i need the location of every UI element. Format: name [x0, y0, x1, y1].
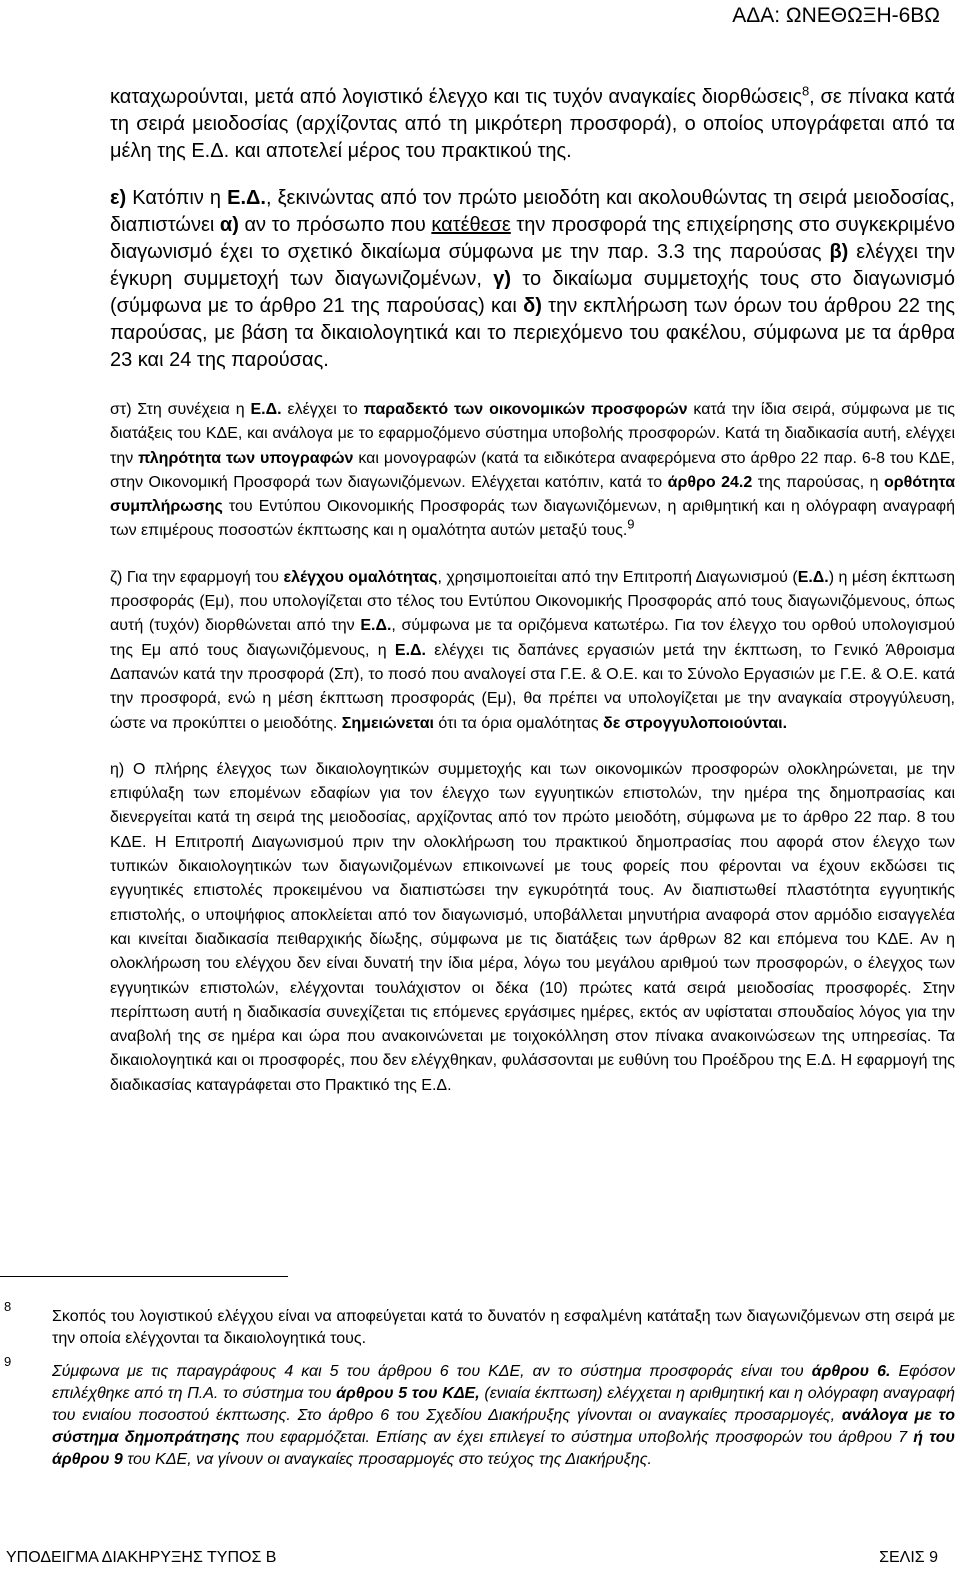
bold-run: Σημειώνεται [341, 714, 434, 732]
bold-run: γ) [493, 268, 512, 290]
text-run: ζ) Για την εφαρμογή του [110, 568, 284, 586]
footnote-ref-8[interactable]: 8 [801, 83, 810, 99]
bold-run: α) [219, 214, 239, 236]
bold-run: Ε.Δ. [360, 617, 392, 635]
text-run: της παρούσας, η [752, 473, 884, 491]
bold-run: ή του άρθρου 9 [52, 1429, 955, 1468]
bold-run: παραδεκτό των οικονομικών προσφορών [363, 401, 688, 418]
text-run: κατά την ίδια σειρά, σύμφωνα με τις διατάξεις του ΚΔΕ, και ανάλογα με το εφαρμοζόμενο σύστημα υποβολής προσφορών. Κατά τη διαδικασία αυτή, ελέγχει την [110, 401, 955, 467]
text-run: ελέγχει την έγκυρη συμμετοχή των διαγωνιζομένων, [110, 241, 956, 290]
bold-run: άρθρου 6. [811, 1363, 891, 1380]
text-run: ) η μέση έκπτωση προσφοράς (Εμ), που υπολογίζεται στο τέλος του Εντύπου Οικονομικής Προσφοράς από τους διαγωνιζόμενους, όπως αυτή (τυχόν) διορθώνεται από την [110, 568, 956, 635]
bold-run: Ε.Δ. [250, 401, 282, 418]
text-run: που εφαρμόζεται. Επίσης αν έχει επιλεγεί το σύστημα υποβολής προσφορών του άρθρου 7 [239, 1429, 914, 1446]
page-number: ΣΕΛΙΣ 9 [879, 1549, 938, 1566]
bold-run: Ε.Δ. [797, 568, 829, 586]
text-run: , χρησιμοποιείται από την Επιτροπή Διαγωνισμού ( [437, 568, 798, 586]
text-run: ότι τα όρια ομαλότητας [433, 714, 603, 732]
text-run: του Εντύπου Οικονομικής Προσφοράς των διαγωνιζόμενων, η αριθμητική και η ολόγραφη αναγραφή των επιμέρους ποσοστών έκπτωσης και η ομαλότητα αυτών μεταξύ τους. [110, 498, 955, 540]
footnote-text: Σκοπός του λογιστικού ελέγχου είναι να αποφεύγεται κατά το δυνατόν η εσφαλμένη κατάταξη των διαγωνιζόμενων στη σειρά με την οποία ελέγχονται τα δικαιολογητικά τους. [52, 1308, 955, 1347]
item-label: ε) [110, 187, 127, 209]
footnote-separator [0, 1276, 288, 1277]
text-run: ελέγχει τις δαπάνες εργασιών μετά την έκπτωση, το Γενικό Άθροισμα Δαπανών κατά την προσφορά (Σπ), το ποσό που αναλογεί στα Γ.Ε. & Ο.Ε. και το Σύνολο Εργασιών με Γ.Ε. & Ο.Ε. κατά την προσφορά, ενώ η μέση έκπτωση προσφοράς (Εμ), θα πρέπει να υπολογίζεται με την αναγκαία στρογγύλευση, ώστε να προκύπτει ο μειοδότης. [110, 641, 955, 732]
footnote-number: 8 [4, 1299, 12, 1314]
bold-run: πληρότητα των υπογραφών [138, 449, 354, 467]
text-run: Εφόσον επιλέχθηκε από τη Π.Α. το σύστημα του [52, 1363, 956, 1402]
footnote-8 [0, 1299, 955, 1350]
footnote-text [52, 1361, 955, 1471]
paragraph-z [110, 566, 955, 736]
bold-run: Ε.Δ. [394, 641, 426, 659]
text-run: ελέγχει το [281, 401, 364, 418]
text-run: , σε πίνακα κατά τη σειρά μειοδοσίας (αρχίζοντας από τη μικρότερη προσφορά), ο οποίος υπογράφεται από τα μέλη της Ε.Δ. και αποτελεί μέρος του πρακτικού της. [110, 86, 955, 162]
bold-run: δε στρογγυλοποιούνται. [602, 714, 788, 732]
text-run: , σύμφωνα με τα οριζόμενα κατωτέρω. Για τον έλεγχο του ορθού υπολογισμού της Εμ από τους διαγωνιζόμενους, η [110, 617, 956, 659]
bold-run: άρθρου 5 του ΚΔΕ, [336, 1385, 480, 1402]
underlined-run: κατέθεσε [431, 214, 511, 236]
footer-title: ΥΠΟΔΕΙΓΜΑ ΔΙΑΚΗΡΥΞΗΣ ΤΥΠΟΣ Β [6, 1549, 277, 1566]
footnote-9 [0, 1354, 956, 1471]
text-run: την εκπλήρωση των όρων του άρθρου 22 της παρούσας, με βάση τα δικαιολογητικά και το περιεχόμενο του φακέλου, σύμφωνα με τα άρθρα 23 και 24 της παρούσας. [110, 295, 955, 371]
bold-run: Ε.Δ. [227, 187, 266, 209]
document-body [110, 84, 955, 1098]
bold-run: β) [829, 241, 849, 263]
bold-run: δ) [523, 295, 542, 317]
text-run: αν το πρόσωπο που [238, 214, 432, 236]
paragraph-intro [110, 84, 955, 165]
footnote-number: 9 [4, 1354, 12, 1369]
bold-run: άρθρο 24.2 [667, 473, 753, 491]
paragraph-i: η) Ο πλήρης έλεγχος των δικαιολογητικών συμμετοχής και των οικονομικών προσφορών ολοκληρώνεται, με την επιφύλαξη των επομένων εδαφίων για τον έλεγχο των εγγυητικών επιστολών, την ημέρα της δημοπρασίας και διενεργείται κατά τη σειρά της μειοδοσίας, αρχίζοντας από τον πρώτο μειοδότη, σύμφωνα με το άρθρο 22 παρ. 8 του ΚΔΕ. Η Επιτροπή Διαγωνισμού πριν την ολοκλήρωση του πρακτικού δημοπρασίας που αφορά στον έλεγχο των τυπικών δικαιολογητικών των διαγωνιζομένων επικοινωνεί με τους φορείς που φέρονται να έχουν εκδώσει τις εγγυητικές επιστολές προκειμένου να διαπιστώσει την εγκυρότητά τους. Αν διαπιστωθεί πλαστότητα εγγυητικής επιστολής, ο υποψήφιος αποκλείεται από τον διαγωνισμό, υποβάλλεται μηνυτήρια αναφορά στον αρμόδιο εισαγγελέα και κινείται διαδικασία πειθαρχικής δίωξης, σύμφωνα με τις διατάξεις των άρθρων 82 και επόμενα του ΚΔΕ. Αν η ολοκλήρωση του ελέγχου δεν είναι δυνατή την ίδια μέρα, λόγω του μεγάλου αριθμού των προσφορών, ο έλεγχος των εγγυητικών επιστολών, ελέγχονται τουλάχιστον οι δέκα (10) πρώτες κατά σειρά μειοδοσίας προσφορές. Στην περίπτωση αυτή η διαδικασία συνεχίζεται τις επόμενες εργάσιμες ημέρες, εκτός αν υφίσταται σπουδαίος λόγος για την αναβολή της σε ημέρα και ώρα που ανακοινώνεται με τοιχοκόλληση στον πίνακα ανακοινώσεων της υπηρεσίας. Τα δικαιολογητικά και οι προσφορές, που δεν ελέγχθηκαν, φυλάσσονται με ευθύνη του Προέδρου της Ε.Δ. Η εφαρμογή της διαδικασίας καταγράφεται στο Πρακτικό της Ε.Δ. [110, 760, 955, 1094]
text-run: Σύμφωνα με τις παραγράφους 4 και 5 του άρθρου 6 του ΚΔΕ, αν το σύστημα προσφοράς είναι του [52, 1363, 812, 1380]
paragraph-e [110, 185, 955, 374]
text-run: , ξεκινώντας από τον πρώτο μειοδότη και ακολουθώντας τη σειρά μειοδοσίας, διαπιστώνει [110, 187, 955, 236]
text-run: το δικαίωμα συμμετοχής τους στο διαγωνισμό (σύμφωνα με το άρθρο 21 της παρούσας) και [110, 268, 955, 317]
text-run: και μονογραφών (κατά τα ειδικότερα αναφερόμενα στο άρθρο 22 παρ. 6-8 του ΚΔΕ, στην Οικονομική Προσφορά των διαγωνιζόμενων. Ελέγχεται κατόπιν, κατά το [110, 449, 956, 491]
bold-run: ορθότητα συμπλήρωσης [110, 473, 956, 516]
text-run: στ) Στη συνέχεια η [110, 401, 251, 418]
paragraph-st [110, 398, 955, 544]
text-run: την προσφορά της επιχείρησης στο συγκεκριμένο διαγωνισμό έχει το σχετικό δικαίωμα σύμφωνα με την παρ. 3.3 της παρούσας [110, 214, 956, 263]
text-run: (ενιαία έκπτωση) ελέγχεται η αριθμητική και η ολόγραφη αναγραφή του ενιαίου ποσοστού έκπτωσης. Στο άρθρο 6 του Σχεδίου Διακήρυξης γίνονται οι αναγκαίες προσαρμογές, [52, 1385, 956, 1424]
bold-run: ανάλογα με το σύστημα δημοπράτησης [52, 1407, 955, 1446]
text-run: Κατόπιν η [126, 187, 228, 209]
text-run: καταχωρούνται, μετά από λογιστικό έλεγχο και τις τυχόν αναγκαίες διορθώσεις [110, 86, 802, 108]
bold-run: ελέγχου ομαλότητας [283, 568, 438, 586]
document-code: ΑΔΑ: ΩΝΕΘΩΞΗ-6ΒΩ [732, 4, 940, 27]
text-run: του ΚΔΕ, να γίνουν οι αναγκαίες προσαρμογές στο τεύχος της Διακήρυξης. [122, 1451, 652, 1468]
footnote-ref-9[interactable]: 9 [627, 517, 635, 533]
